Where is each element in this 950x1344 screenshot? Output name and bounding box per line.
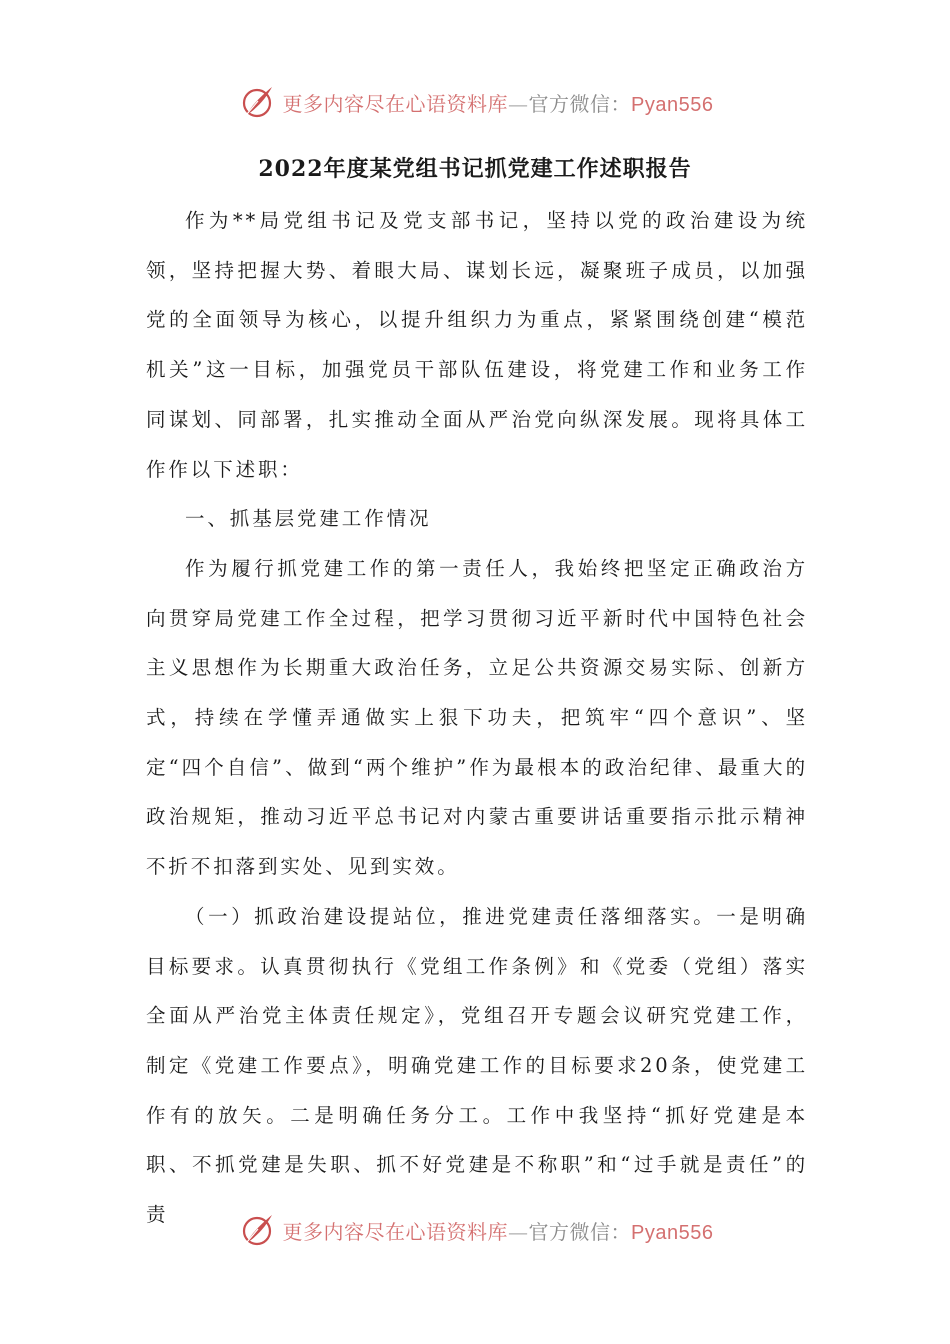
watermark-banner-bottom: [0, 1208, 950, 1252]
watermark-separator: —: [508, 1219, 529, 1244]
section-heading-1: 一、抓基层党建工作情况: [185, 507, 432, 531]
watermark-label: 官方微信：: [528, 91, 632, 116]
paragraph-subsection-1: （一）抓政治建设提站位，推进党建责任落细落实。一是明确目标要求。认真贯彻执行《党组工作条例》和《党委（党组）落实全面从严治党主体责任规定》，党组召开专题会议研究党建工作，制定《党建工作要点》，明确党建工作的目标要求20条，使党建工作有的放矢。二是明确任务分工。工作中我坚持“抓好党建是本职、不抓党建是失职、抓不好党建是不称职”和“过手就是责任”的责: [146, 904, 808, 1227]
watermark-separator: —: [508, 91, 529, 116]
watermark-label: 官方微信：: [528, 1219, 632, 1244]
document-body: [146, 196, 808, 1240]
watermark-wechat-id: Pyan556: [631, 93, 714, 116]
watermark-site-text: 更多内容尽在心语资料库: [282, 91, 509, 116]
quill-logo-icon: [237, 1210, 277, 1250]
watermark-site-text: 更多内容尽在心语资料库: [282, 1219, 509, 1244]
paragraph-intro: 作为**局党组书记及党支部书记，坚持以党的政治建设为统领，坚持把握大势、着眼大局、谋划长远，凝聚班子成员，以加强党的全面领导为核心，以提升组织力为重点，紧紧围绕创建“模范机关”这一目标，加强党员干部队伍建设，将党建工作和业务工作同谋划、同部署，扎实推动全面从严治党向纵深发展。现将具体工作作以下述职：: [146, 209, 808, 481]
watermark-text: [283, 88, 714, 117]
watermark-banner-top: [0, 80, 950, 124]
watermark-text: [283, 1216, 714, 1245]
document-title: 2022年度某党组书记抓党建工作述职报告: [258, 156, 692, 182]
watermark-wechat-id: Pyan556: [631, 1221, 714, 1244]
quill-logo-icon: [237, 82, 277, 122]
paragraph-section-1: 作为履行抓党建工作的第一责任人，我始终把坚定正确政治方向贯穿局党建工作全过程，把学习贯彻习近平新时代中国特色社会主义思想作为长期重大政治任务，立足公共资源交易实际、创新方式，持续在学懂弄通做实上狠下功夫，把筑牢“四个意识”、坚定“四个自信”、做到“两个维护”作为最根本的政治纪律、最重大的政治规矩，推动习近平总书记对内蒙古重要讲话重要指示批示精神不折不扣落到实处、见到实效。: [146, 556, 808, 879]
